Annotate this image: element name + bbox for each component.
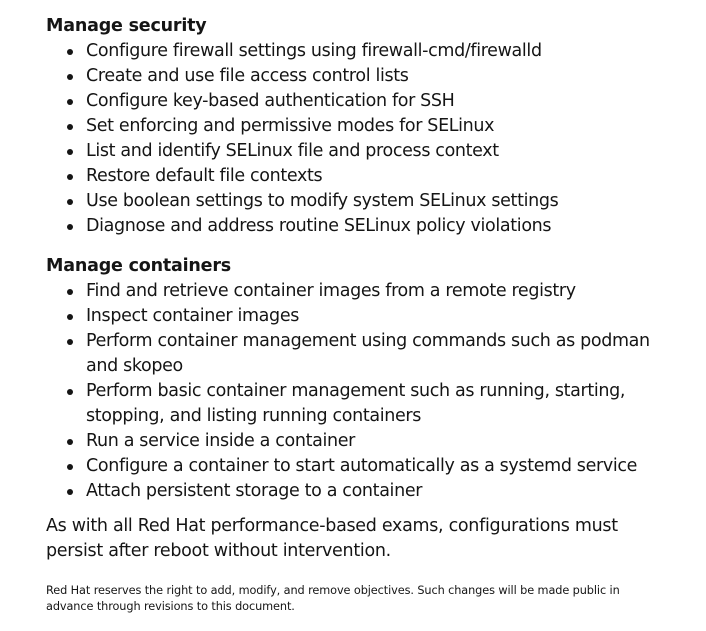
list-item: Create and use file access control lists [86,64,676,89]
list-item: Configure key-based authentication for SSH [86,89,676,114]
list-item: Configure a container to start automatically as a systemd service [86,454,676,479]
container-objectives-list [46,279,676,504]
list-item: Restore default file contexts [86,164,676,189]
list-item: Attach persistent storage to a container [86,479,676,504]
list-item: Inspect container images [86,304,676,329]
exam-objectives-document [46,14,676,626]
list-item: Configure firewall settings using firewall-cmd/firewalld [86,39,676,64]
fine-print-disclaimer: Red Hat reserves the right to add, modify, and remove objectives. Such changes will be made public in advance through revisions to this document. [46,584,620,613]
closing-statement: As with all Red Hat performance-based exams, configurations must persist after reboot without intervention. [46,516,618,561]
list-item: Perform basic container management such as running, starting, stopping, and listing running containers [86,379,676,429]
list-item: Set enforcing and permissive modes for SELinux [86,114,676,139]
section-spacer [46,239,676,254]
list-item: Perform container management using commands such as podman and skopeo [86,329,676,379]
section-heading-manage-containers: Manage containers [46,256,231,276]
security-objectives-list [46,39,676,239]
list-item: Run a service inside a container [86,429,676,454]
list-item: Find and retrieve container images from a remote registry [86,279,676,304]
list-item: List and identify SELinux file and process context [86,139,676,164]
section-heading-manage-security: Manage security [46,16,207,36]
list-item: Diagnose and address routine SELinux policy violations [86,214,676,239]
list-item: Use boolean settings to modify system SELinux settings [86,189,676,214]
